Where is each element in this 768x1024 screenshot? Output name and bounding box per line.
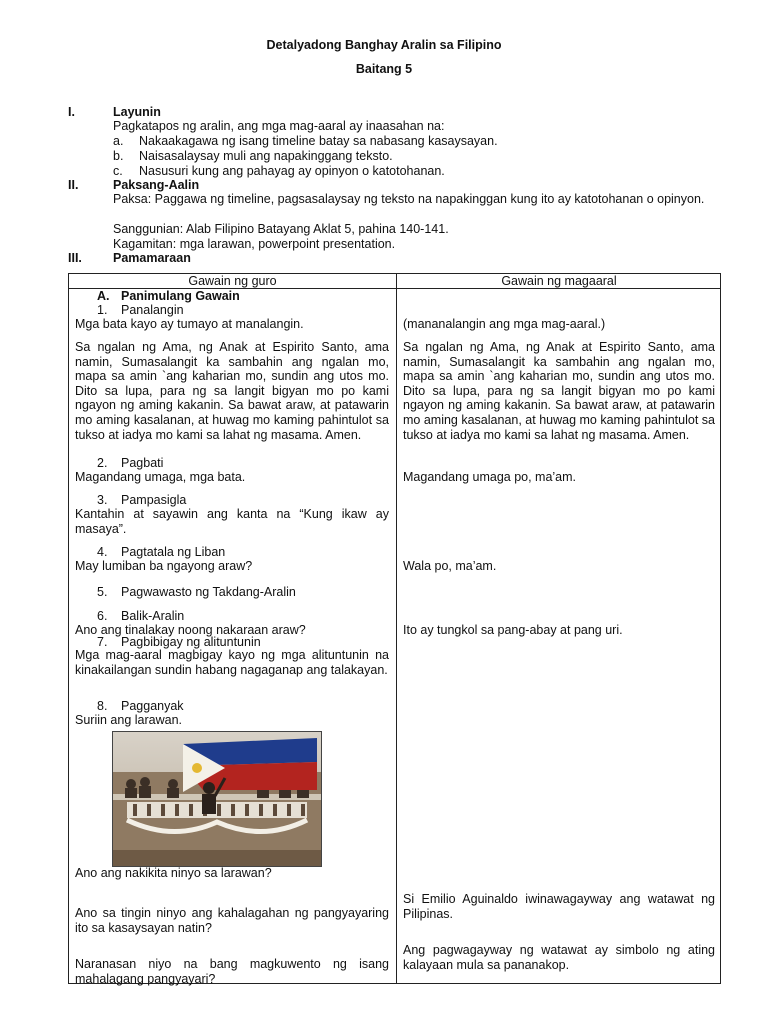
section-heading: Layunin	[113, 105, 161, 119]
student-line: Wala po, ma’am.	[403, 559, 497, 573]
step-number: 1.	[97, 303, 108, 317]
student-line: Magandang umaga po, ma’am.	[403, 470, 577, 484]
aguinaldo-flag-picture	[112, 731, 322, 867]
grade-level: Baitang 5	[355, 62, 413, 76]
step-number: 6.	[97, 609, 108, 623]
student-answer: Si Emilio Aguinaldo iwinawagayway ang watawat ng Pilipinas.	[403, 892, 715, 921]
student-prayer: Sa ngalan ng Ama, ng Anak at Espirito Santo, ama namin, Sumasalangit ka sambahin ang ngalan mo, mapa sa amin `ang kaharian mo, sundin ang utos mo. Dito sa lupa, para ng sa langit bigyan mo po kami ngayon ng aming kakanin. Sa bawat araw, at patawarin mo aming kasalanan, at huwag mo kaming pahintulot sa tukso at iadya mo kami sa lahat ng masama. Amen.	[403, 340, 715, 442]
step-panalangin	[75, 303, 411, 318]
student-line: Ito ay tungkol sa pang-abay at pang uri.	[403, 623, 623, 637]
teacher-question: Ano ang nakikita ninyo sa larawan?	[75, 866, 272, 880]
teacher-line: Magandang umaga, mga bata.	[75, 470, 246, 484]
layunin-intro: Pagkatapos ng aralin, ang mga mag-aaral ay inaasahan na:	[113, 119, 445, 133]
column-header-teacher: Gawain ng guro	[188, 274, 277, 288]
section-heading: Paksang-Aalin	[113, 178, 200, 192]
item-text: Nasusuri kung ang pahayag ay opinyon o katotohanan.	[139, 164, 445, 178]
item-marker: a.	[113, 134, 124, 148]
teacher-line: Mga mag-aaral magbigay kayo ng mga alituntunin na kinakailangan sundin habang nagaganap ang talakayan.	[75, 648, 389, 677]
step-number: 3.	[97, 493, 108, 507]
step-label: Pagbibigay ng alituntunin	[121, 635, 261, 649]
step-label: Pagtatala ng Liban	[121, 545, 226, 559]
step-number: 5.	[97, 585, 108, 599]
step-label: Pampasigla	[121, 493, 187, 507]
teacher-line: Suriin ang larawan.	[75, 713, 183, 727]
step-number: 7.	[97, 635, 108, 649]
teacher-line: Kantahin at sayawin ang kanta na “Kung ikaw ay masaya”.	[75, 507, 389, 536]
objective-item	[113, 164, 445, 179]
teacher-question: Ano sa tingin ninyo ang kahalagahan ng pangyayaring ito sa kasaysayan natin?	[75, 906, 389, 935]
subheading-marker: A.	[97, 289, 110, 303]
teacher-prayer: Sa ngalan ng Ama, ng Anak at Espirito Santo, ama namin, Sumasalangit ka sambahin ang ngalan mo, mapa sa amin `ang kaharian mo, sundin ang utos mo. Dito sa lupa, para ng sa langit bigyan mo po kami ngayon ng aming kakanin. Sa bawat araw, at patawarin mo aming kasalanan, at huwag mo kaming pahintulot sa tukso at iadya mo kami sa lahat ng masama. Amen.	[75, 340, 389, 442]
sanggunian-text: Sanggunian: Alab Filipino Batayang Aklat 5, pahina 140-141.	[113, 222, 449, 236]
step-number: 2.	[97, 456, 108, 470]
step-label: Pagganyak	[121, 699, 184, 713]
subheading-text: Panimulang Gawain	[121, 289, 240, 303]
step-label: Panalangin	[121, 303, 184, 317]
teacher-line: Ano ang tinalakay noong nakaraan araw?	[75, 623, 306, 637]
picture-illustration	[113, 732, 321, 866]
step-pampasigla	[75, 493, 411, 508]
column-divider	[396, 274, 397, 983]
section-heading: Pamamaraan	[113, 251, 191, 265]
step-pagtatala-ng-liban	[75, 545, 411, 560]
item-text: Nakaakagawa ng isang timeline batay sa nabasang kasaysayan.	[139, 134, 498, 148]
step-balik-aralin	[75, 609, 411, 624]
student-answer: Ang pagwagayway ng watawat ay simbolo ng ating kalayaan mula sa pananakop.	[403, 943, 715, 972]
teacher-line: Mga bata kayo ay tumayo at manalangin.	[75, 317, 304, 331]
step-pagbati	[75, 456, 411, 471]
section-number: I.	[68, 105, 75, 119]
procedure-table	[68, 273, 721, 984]
step-pagganyak	[75, 699, 411, 714]
student-line: (mananalangin ang mga mag-aaral.)	[403, 317, 606, 331]
paksa-text: Paksa: Paggawa ng timeline, pagsasalaysay ng teksto na napakinggan kung ito ay katotohanan o opinyon.	[113, 192, 705, 206]
step-number: 4.	[97, 545, 108, 559]
item-marker: b.	[113, 149, 124, 163]
column-header-student: Gawain ng magaaral	[501, 274, 617, 288]
document-title: Detalyadong Banghay Aralin sa Filipino	[266, 38, 502, 52]
step-number: 8.	[97, 699, 108, 713]
teacher-question: Naranasan niyo na bang magkuwento ng isang mahalagang pangyayari?	[75, 957, 389, 986]
step-label: Balik-Aralin	[121, 609, 185, 623]
section-number: II.	[68, 178, 79, 192]
item-text: Naisasalaysay muli ang napakinggang teksto.	[139, 149, 393, 163]
item-marker: c.	[113, 164, 123, 178]
section-number: III.	[68, 251, 82, 265]
kagamitan-text: Kagamitan: mga larawan, powerpoint presentation.	[113, 237, 396, 251]
step-label: Pagwawasto ng Takdang-Aralin	[121, 585, 296, 599]
subheading-panimulang-gawain	[75, 289, 411, 304]
step-pagwawasto	[75, 585, 411, 600]
objective-item	[113, 149, 393, 164]
step-label: Pagbati	[121, 456, 164, 470]
teacher-line: May lumiban ba ngayong araw?	[75, 559, 253, 573]
objective-item	[113, 134, 498, 149]
